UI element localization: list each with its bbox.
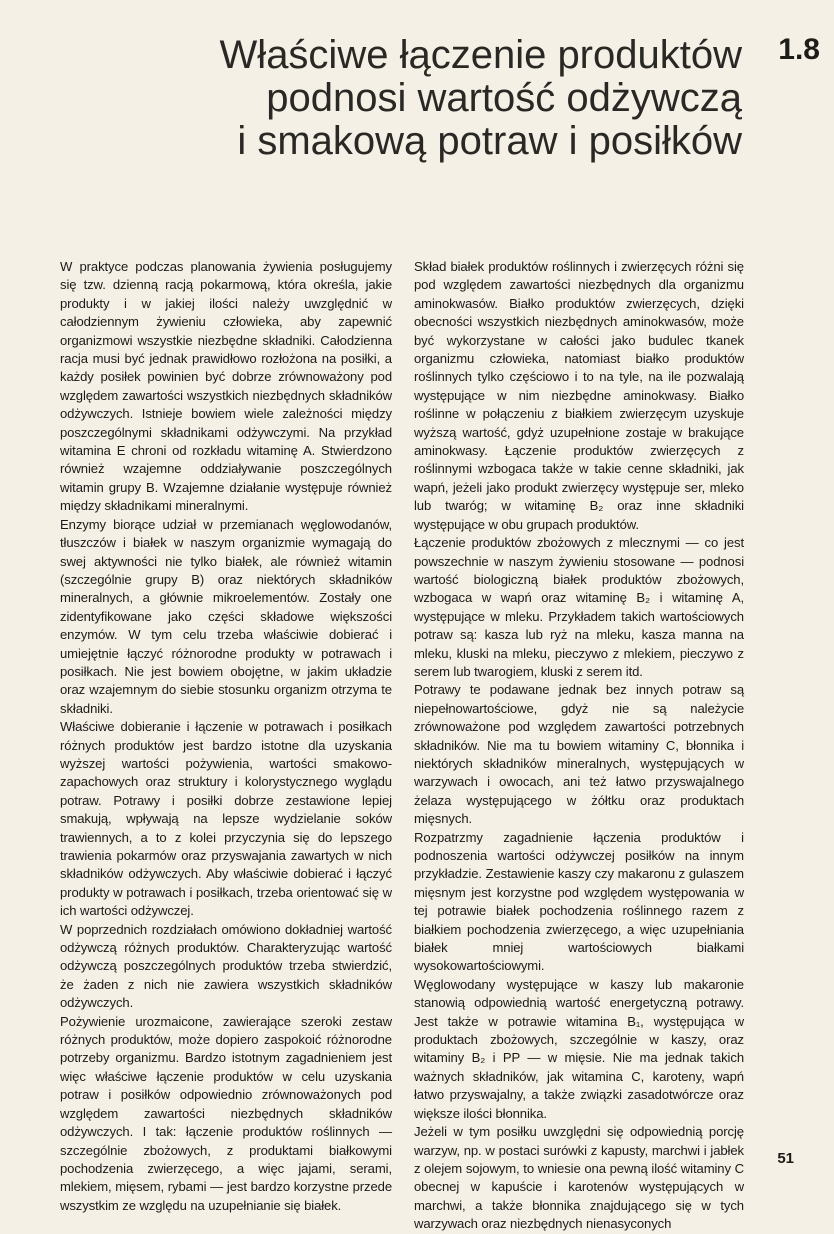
paragraph: Rozpatrzmy zagadnienie łączenia produktów i podnoszenia wartości odżywczej posiłków na innym przykładzie. Zestawienie kaszy czy makaronu z gulaszem mięsnym jest korzystne pod względem występowania w tej potrawie białek pochodzenia roślinnego razem z białkiem pochodzenia zwierzęcego, a więc uzupełniania białek mniej wartościowych białkami wysokowartościowymi. — [414, 829, 744, 974]
title-line-2: podnosi wartość odżywczą — [266, 76, 742, 120]
paragraph: W praktyce podczas planowania żywienia posługujemy się tzw. dzienną racją pokarmową, która określa, jakie produkty i w jakiej ilości należy uwzględnić w całodziennym żywieniu człowieka, aby zapewnić organizmowi wszystkie niezbędne składniki. Całodzienna racja musi być jednak prawidłowo rozłożona na posiłki, a każdy posiłek powinien być dobrze zrównoważony pod względem zawartości wszystkich niezbędnych składników odżywczych. Istnieje bowiem wiele zależności między poszczególnymi składnikami odżywczymi. Na przykład witamina E chroni od rozkładu witaminę A. Stwierdzono również wzajemne oddziaływanie poszczególnych witamin grupy B. Wzajemne działanie występuje również między składnikami mineralnymi. — [60, 259, 392, 514]
paragraph: Potrawy te podawane jednak bez innych potraw są niepełnowartościowe, gdyż nie są należycie zrównoważone pod względem zawartości potrzebnych składników. Nie ma tu bowiem witaminy C, błonnika i niektórych składników mineralnych, występujących w warzywach i owocach, ani też łatwo przyswajalnego żelaza występującego w żółtku oraz produktach mięsnych. — [414, 682, 744, 827]
paragraph: Jeżeli w tym posiłku uwzględni się odpowiednią porcję warzyw, np. w postaci surówki z kapusty, marchwi i jabłek z olejem sojowym, to wniesie ona pewną ilość witaminy C obecnej w kapuście i karotenów występujących w marchwi, a także błonnika znajdującego się w tych warzywach oraz niezbędnych nienasyconych — [414, 1124, 744, 1232]
paragraph: Łączenie produktów zbożowych z mlecznymi — co jest powszechnie w naszym żywieniu stosowane — podnosi wartość biologiczną białek produktów zbożowych, wzbogaca w wapń oraz witaminę B₂ i witaminę A, występujące w mleku. Przykładem takich wartościowych potraw są: kasza lub ryż na mleku, kasza manna na mleku, kluski na mleku, pieczywo z mlekiem, pieczywo z serem lub twarogiem, kluski z serem itd. — [414, 535, 744, 679]
paragraph: Pożywienie urozmaicone, zawierające szeroki zestaw różnych produktów, może dopiero zaspokoić różnorodne potrzeby organizmu. Bardzo istotnym zagadnieniem jest więc właściwe łączenie produktów w celu uzyskania potraw i posiłków odpowiednio zrównoważonych pod względem zawartości niezbędnych składników odżywczych. I tak: łączenie produktów roślinnych — szczególnie zbożowych, z produktami białkowymi pochodzenia zwierzęcego, a więc jajami, serami, mlekiem, mięsem, rybami — jest bardzo korzystne przede wszystkim ze względu na uzupełnianie się białek. — [60, 1013, 392, 1213]
page-number: 51 — [777, 1150, 794, 1167]
right-column — [414, 258, 744, 1234]
paragraph: Enzymy biorące udział w przemianach węglowodanów, tłuszczów i białek w naszym organizmie wymagają do swej aktywności nie tylko białek, ale również witamin (szczególnie grupy B) oraz niektórych składników mineralnych, a głównie mikroelementów. Zostały one zidentyfikowane jako części składowe większości enzymów. W tym celu trzeba właściwie dobierać i umiejętnie łączyć różnorodne produkty w potrawach i posiłkach. Nie jest bowiem obojętne, w jakim układzie oraz wzajemnym do siebie stosunku organizm otrzyma te składniki. — [60, 516, 392, 716]
section-number: 1.8 — [778, 33, 820, 66]
title-line-1: Właściwe łączenie produktów — [219, 33, 742, 77]
paragraph: W poprzednich rozdziałach omówiono dokładniej wartość odżywczą różnych produktów. Charakteryzując wartość odżywczą poszczególnych produktów trzeba stwierdzić, że żaden z nich nie zawiera wszystkich składników odżywczych. — [60, 921, 392, 1011]
paragraph: Właściwe dobieranie i łączenie w potrawach i posiłkach różnych produktów jest bardzo istotne dla uzyskania wyższej wartości pożywienia, wartości smakowo-zapachowych oraz struktury i kolorystycznego wyglądu potraw. Potrawy i posiłki dobrze zestawione lepiej smakują, wpływają na lepsze wydzielanie soków trawiennych, a to z kolei przyczynia się do lepszego trawienia pokarmów oraz przyswajania zawartych w nich składników odżywczych. Aby właściwie dobierać i łączyć produkty w potrawach i posiłkach, trzeba orientować się w ich wartości odżywczej. — [60, 719, 392, 919]
left-column — [60, 258, 392, 1215]
paragraph: Węglowodany występujące w kaszy lub makaronie stanowią odpowiednią wartość energetyczną potrawy. Jest także w potrawie witamina B₁, występująca w produktach zbożowych, szczególnie w kaszy, oraz witaminy B₂ i PP — w mięsie. Nie ma jednak takich ważnych składników, jak witamina C, karoteny, wapń łatwo przyswajalny, a także związki zasadotwórcze oraz większe ilości błonnika. — [414, 976, 744, 1121]
paragraph: Skład białek produktów roślinnych i zwierzęcych różni się pod względem zawartości niezbędnych dla organizmu aminokwasów. Białko produktów zwierzęcych, dzięki obecności wszystkich niezbędnych aminokwasów, może być wykorzystane w całości jako budulec tkanek organizmu człowieka, natomiast białko produktów roślinnych tylko częściowo i to na tyle, na ile pozwalają występujące w nim niezbędne aminokwasy. Białko roślinne w połączeniu z białkiem zwierzęcym uzyskuje wyższą wartość, gdyż uzupełnione zostaje w brakujące aminokwasy. Łączenie produktów zwierzęcych z roślinnymi wzbogaca także w takie cenne składniki, jak wapń, jeżeli jako produkt zwierzęcy występuje ser, mleko lub twaróg; w witaminę B₂ oraz inne składniki występujące w obu grupach produktów. — [414, 259, 744, 532]
title-line-3: i smakową potraw i posiłków — [237, 119, 742, 163]
page-title — [182, 34, 742, 163]
